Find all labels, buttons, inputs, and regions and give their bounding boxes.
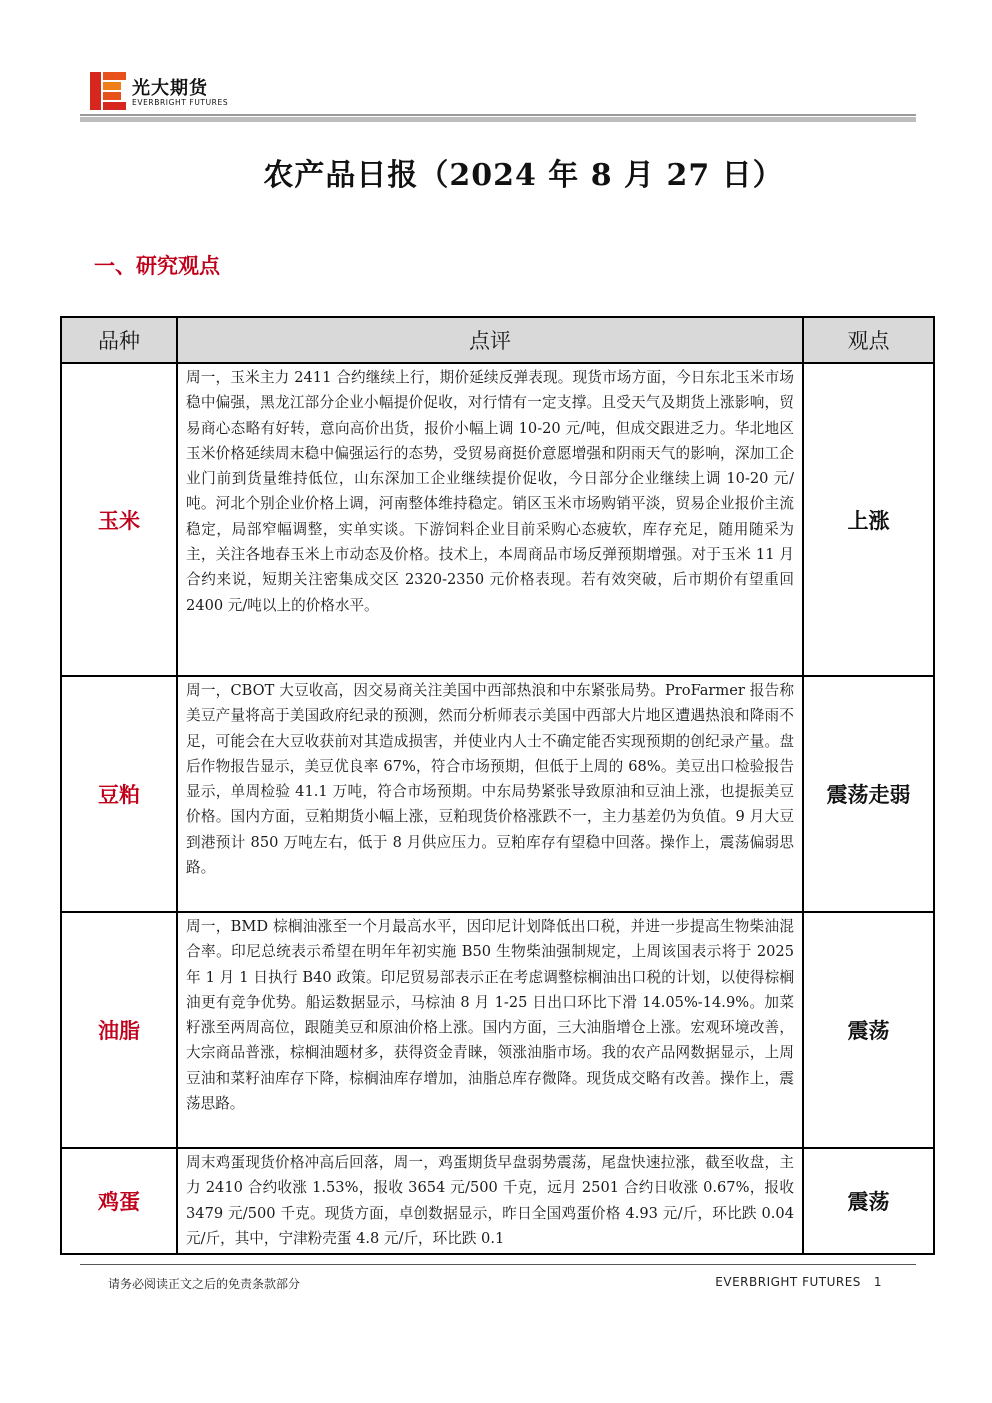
table-row-eggs (61, 1148, 934, 1254)
table-row-oils (61, 912, 934, 1148)
document-title: 农产品日报（2024 年 8 月 27 日） (263, 158, 784, 193)
variety-cell: 鸡蛋 (61, 1148, 177, 1254)
variety-cell: 豆粕 (61, 676, 177, 912)
comment-cell: 周一，BMD 棕榈油涨至一个月最高水平，因印尼计划降低出口税，并进一步提高生物柴油混合率。印尼总统表示希望在明年年初实施 B50 生物柴油强制规定，上周该国表示将于 2025 年 1 月 1 日执行 B40 政策。印尼贸易部表示正在考虑调整棕榈油出口税的计划，以使得棕榈油更有竞争优势。船运数据显示，马棕油 8 月 1-25 日出口环比下滑 14.05%-14.9%。加菜籽涨至两周高位，跟随美豆和原油价格上涨。国内方面，三大油脂增仓上涨。宏观环境改善，大宗商品普涨，棕榈油题材多，获得资金青睐，领涨油脂市场。我的农产品网数据显示，上周豆油和菜籽油库存下降，棕榈油库存增加，油脂总库存微降。现货成交略有改善。操作上，震荡思路。 (177, 912, 803, 1148)
everbright-logo-icon (90, 72, 126, 110)
header-comment: 点评 (177, 317, 803, 363)
table-header-row (61, 317, 934, 363)
comment-cell: 周一，玉米主力 2411 合约继续上行，期价延续反弹表现。现货市场方面，今日东北玉米市场稳中偏强，黑龙江部分企业小幅提价促收，对行情有一定支撑。且受天气及期货上涨影响，贸易商心态略有好转，意向高价出货，报价小幅上调 10-20 元/吨，但成交跟进乏力。华北地区玉米价格延续周末稳中偏强运行的态势，受贸易商挺价意愿增强和阴雨天气的影响，深加工企业门前到货量维持低位，山东深加工企业继续提价促收，今日部分企业继续上调 10-20 元/吨。河北个别企业价格上调，河南整体维持稳定。销区玉米市场购销平淡，贸易企业报价主流稳定，局部窄幅调整，实单实谈。下游饲料企业目前采购心态疲软，库存充足，随用随采为主，关注各地春玉米上市动态及价格。技术上，本周商品市场反弹预期增强。对于玉米 11 月合约来说，短期关注密集成交区 2320-2350 元价格表现。若有效突破，后市期价有望重回 2400 元/吨以上的价格水平。 (177, 363, 803, 676)
table-row-soymeal (61, 676, 934, 912)
comment-cell: 周末鸡蛋现货价格冲高后回落，周一，鸡蛋期货早盘弱势震荡，尾盘快速拉涨，截至收盘，主力 2410 合约收涨 1.53%，报收 3654 元/500 千克，远月 2501 合约日收涨 0.67%，报收 3479 元/500 千克。现货方面，卓创数据显示，昨日全国鸡蛋价格 4.93 元/斤，环比跌 0.04 元/斤，其中，宁津粉壳蛋 4.8 元/斤，环比跌 0.1 (177, 1148, 803, 1254)
footer-disclaimer: 请务必阅读正文之后的免责条款部分 (108, 1277, 301, 1291)
variety-cell: 油脂 (61, 912, 177, 1148)
research-view-table (60, 316, 935, 1255)
header-rule-thick (80, 117, 916, 122)
section-heading: 一、研究观点 (94, 253, 220, 278)
view-cell: 上涨 (803, 363, 934, 676)
footer-brand-page (715, 1275, 882, 1289)
page-number: 1 (873, 1275, 882, 1289)
comment-cell: 周一，CBOT 大豆收高，因交易商关注美国中西部热浪和中东紧张局势。ProFarmer 报告称美豆产量将高于美国政府纪录的预测，然而分析师表示美国中西部大片地区遭遇热浪和降雨不足，可能会在大豆收获前对其造成损害，并使业内人士不确定能否实现预期的创纪录产量。盘后作物报告显示，美豆优良率 67%，符合市场预期，但低于上周的 68%。美豆出口检验报告显示，单周检验 41.1 万吨，符合市场预期。中东局势紧张导致原油和豆油上涨，也提振美豆价格。国内方面，豆粕期货小幅上涨，豆粕现货价格涨跌不一，主力基差仍为负值。9 月大豆到港预计 850 万吨左右，低于 8 月供应压力。豆粕库存有望稳中回落。操作上，震荡偏弱思路。 (177, 676, 803, 912)
table-row-corn (61, 363, 934, 676)
header-view: 观点 (803, 317, 934, 363)
view-cell: 震荡 (803, 1148, 934, 1254)
view-cell: 震荡走弱 (803, 676, 934, 912)
header-rule-thin (80, 114, 916, 116)
page-header (80, 72, 920, 122)
footer-brand: EVERBRIGHT FUTURES (715, 1275, 861, 1289)
logo-english-name: EVERBRIGHT FUTURES (132, 98, 229, 107)
logo-chinese-name: 光大期货 (132, 78, 208, 99)
header-variety: 品种 (61, 317, 177, 363)
footer-rule (80, 1264, 916, 1265)
view-cell: 震荡 (803, 912, 934, 1148)
variety-cell: 玉米 (61, 363, 177, 676)
